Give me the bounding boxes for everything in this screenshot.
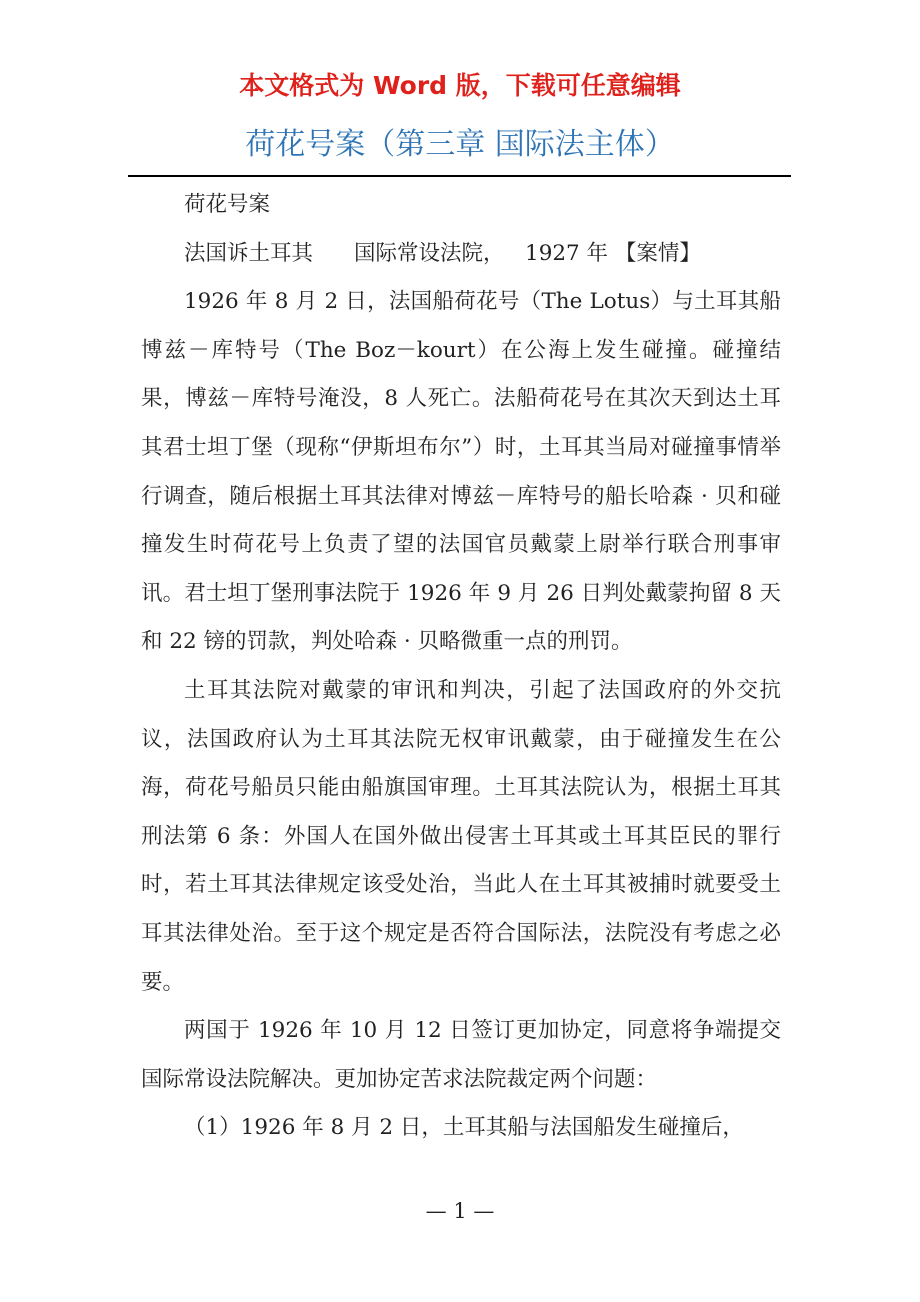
case-info-line: 法国诉土耳其 国际常设法院， 1927 年 【案情】 [184,240,701,266]
word-format-banner: 本文格式为 Word 版，下载可任意编辑 [239,71,681,100]
paragraph-agreement: 两国于 1926 年 10 月 12 日签订更加协定，同意将争端提交国际常设法院解决。更加协定苦求法院裁定两个问题： [141,1018,781,1092]
section-heading: 荷花号案 [184,192,271,217]
document-body [141,181,781,1153]
document-title: 荷花号案（第三章 国际法主体） [245,127,675,162]
paragraph-question-1: （1）1926 年 8 月 2 日，土耳其船与法国船发生碰撞后， [184,1115,744,1141]
paragraph-dispute: 土耳其法院对戴蒙的审讯和判决，引起了法国政府的外交抗议，法国政府认为土耳其法院无权审讯戴蒙，由于碰撞发生在公海，荷花号船员只能由船旗国审理。土耳其法院认为，根据土耳其刑法第 6 条：外国人在国外做出侵害土耳其或土耳其臣民的罪行时，若土耳其法律规定该受处治，当此人在土耳其被捕时就要受土耳其法律处治。至于这个规定是否符合国际法，法院没有考虑之必要。 [141,677,781,995]
paragraph-facts: 1926 年 8 月 2 日，法国船荷花号（The Lotus）与土耳其船博兹－库特号（The Boz－kourt）在公海上发生碰撞。碰撞结果，博兹－库特号淹没，8 人死亡。法船荷花号在其次天到达土耳其君士坦丁堡（现称“伊斯坦布尔”）时，土耳其当局对碰撞事情举行调查，随后根据土耳其法律对博兹－库特号的船长哈森 · 贝和碰撞发生时荷花号上负责了望的法国官员戴蒙上尉举行联合刑事审讯。君士坦丁堡刑事法院于 1926 年 9 月 26 日判处戴蒙拘留 8 天和 22 镑的罚款，判处哈森 · 贝略微重一点的刑罚。 [141,289,781,655]
title-divider [128,175,791,177]
page-number: — 1 — [425,1199,495,1223]
